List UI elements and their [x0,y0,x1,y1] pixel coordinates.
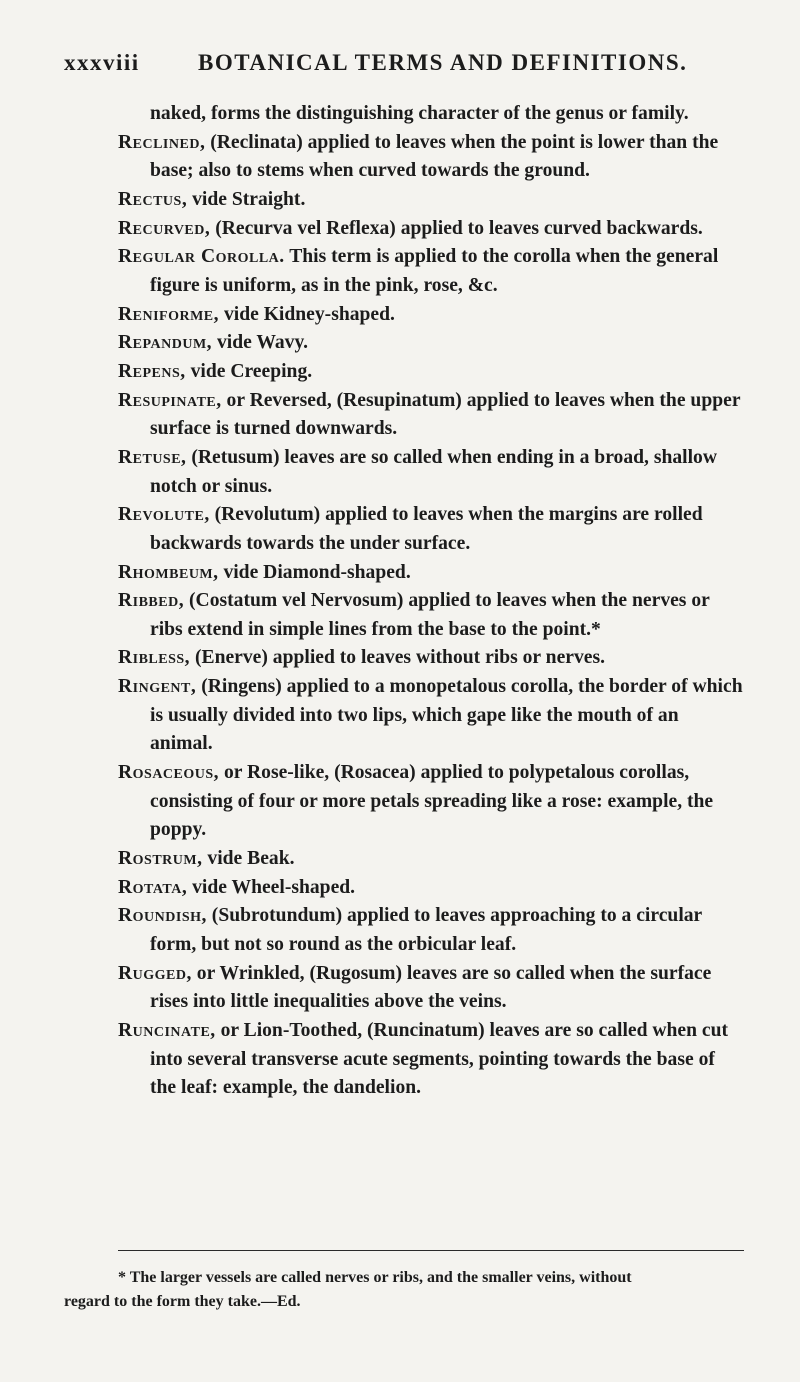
glossary-entry [118,301,744,330]
entry-headword: Recurved, [118,217,211,239]
entry-headword: Ribbed, [118,590,185,612]
running-head [64,50,744,86]
entry-headword: Rhombeum, [118,561,219,583]
glossary-entry [118,559,744,588]
entry-headword: Rosaceous, [118,762,220,784]
glossary-entry [118,129,744,186]
entry-text: or Rose-like, (Rosacea) applied to polypetalous corollas, consisting of four or more petals spreading like a rose: example, the poppy. [150,762,714,841]
entry-headword: Roundish, [118,905,207,927]
glossary-entry [118,902,744,959]
glossary-entry [118,444,744,501]
entry-text: (Retusum) leaves are so called when ending in a broad, shallow notch or sinus. [150,446,717,497]
entry-text: (Reclinata) applied to leaves when the point is lower than the base; also to stems when curved towards the ground. [150,131,719,182]
glossary-entry [118,759,744,845]
entry-headword: Rugged, [118,962,192,984]
entry-headword: Ringent, [118,676,197,698]
entry-text: (Subrotundum) applied to leaves approaching to a circular form, but not so round as the orbicular leaf. [150,905,702,956]
entry-headword: Regular Corolla. [118,246,285,268]
entry-text: vide Wheel-shaped. [187,876,356,898]
entry-headword: Reclined, [118,131,206,153]
glossary-body [118,100,744,1103]
entry-headword: Retuse, [118,446,187,468]
entry-text: (Revolutum) applied to leaves when the margins are rolled backwards towards the under surface. [150,504,703,554]
entry-headword: Reniforme, [118,303,220,325]
entry-headword: Revolute, [118,504,210,526]
glossary-entry [118,329,744,358]
glossary-entry [118,215,744,244]
footnote [64,1266,744,1314]
glossary-entry [118,358,744,387]
footnote-line-1: * The larger vessels are called nerves or ribs, and the smaller veins, without [118,1269,632,1286]
entry-text: naked, forms the distinguishing character of the genus or family. [150,103,689,124]
entry-text: or Lion-Toothed, (Runcinatum) leaves are so called when cut into several transverse acute segments, pointing towards the base of the leaf: example, the dandelion. [150,1020,729,1099]
entry-text: (Enerve) applied to leaves without ribs or nerves. [190,647,605,669]
entry-text: vide Creeping. [185,360,313,382]
glossary-entry [118,874,744,903]
footnote-line-2: regard to the form they take.—Ed. [64,1293,301,1310]
entry-headword: Repandum, [118,332,213,354]
entry-text: vide Diamond-shaped. [218,561,411,583]
entry-headword: Rectus, [118,188,188,210]
glossary-entry [118,243,744,300]
glossary-entry [118,1017,744,1103]
entry-text: vide Beak. [202,848,295,870]
footnote-divider [118,1250,744,1251]
entry-text: (Costatum vel Nervosum) applied to leaves when the nerves or ribs extend in simple lines from the base to the point.* [150,590,710,640]
glossary-entry [118,186,744,215]
entry-headword: Rostrum, [118,848,203,870]
glossary-entry [118,644,744,673]
running-title: BOTANICAL TERMS AND DEFINITIONS. [198,50,688,75]
entry-headword: Resupinate, [118,389,222,411]
glossary-entry [118,587,744,644]
glossary-entry [118,501,744,558]
entry-headword: Runcinate, [118,1020,216,1041]
entry-text: vide Straight. [187,188,306,210]
entry-text: (Ringens) applied to a monopetalous corolla, the border of which is usually divided into two lips, which gape like the mouth of an animal. [150,676,743,755]
entry-headword: Repens, [118,360,186,382]
glossary-entry [118,845,744,874]
page-number: xxxviii [64,50,140,75]
entry-text: (Recurva vel Reflexa) applied to leaves curved backwards. [210,217,703,239]
glossary-entry [118,673,744,759]
entry-text: This term is applied to the corolla when the general figure is uniform, as in the pink, rose, &c. [150,246,719,296]
entry-text: vide Kidney-shaped. [219,303,395,325]
entry-text: or Reversed, (Resupinatum) applied to leaves when the upper surface is turned downwards. [150,389,741,440]
entry-text: vide Wavy. [212,332,309,354]
glossary-continuation [118,100,744,129]
glossary-entry [118,387,744,444]
entry-headword: Ribless, [118,647,191,669]
entry-text: or Wrinkled, (Rugosum) leaves are so called when the surface rises into little inequalities above the veins. [150,962,712,1013]
entry-headword: Rotata, [118,876,188,898]
glossary-entry [118,960,744,1017]
